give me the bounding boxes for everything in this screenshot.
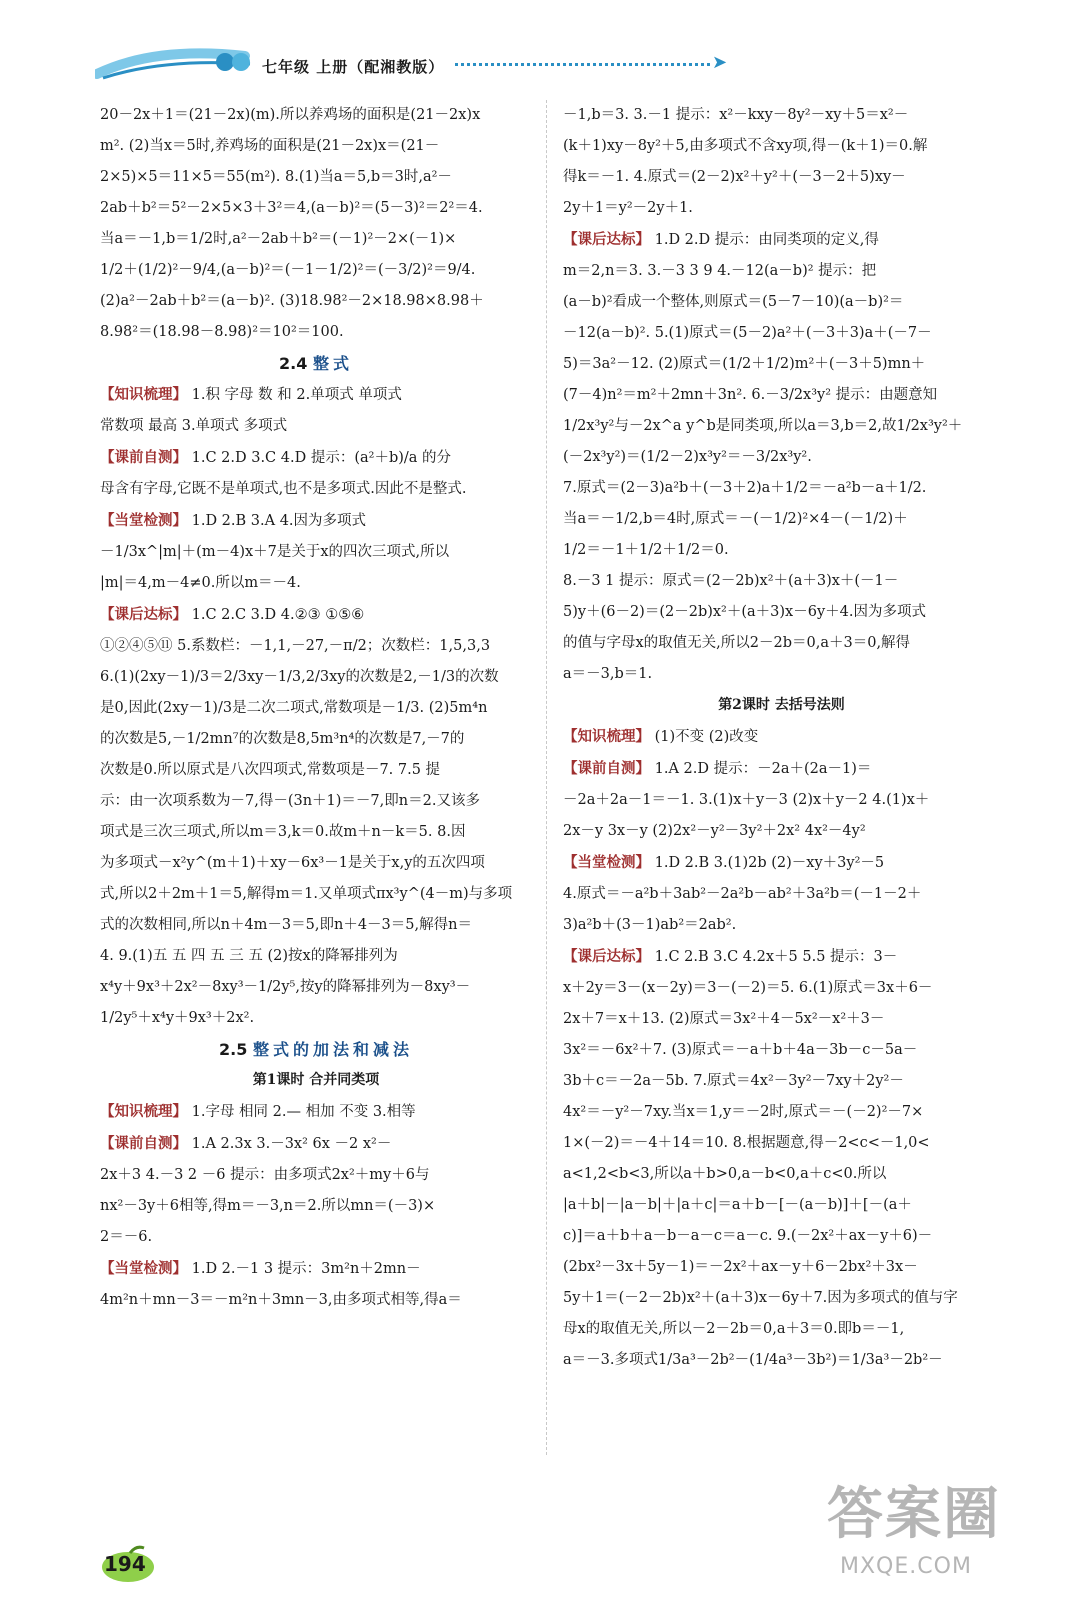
- answer-text: 3x²＝－6x²＋7. (3)原式＝－a＋b＋4a－3b－c－5a－: [563, 1042, 918, 1058]
- answer-text: 1.A 2.3x 3.－3x² 6x －2 x²－: [187, 1136, 392, 1152]
- answer-text: 2x＋3 4.－3 2 －6 提示：由多项式2x²＋my＋6与: [100, 1167, 430, 1183]
- section-tag: 【课后达标】: [563, 948, 650, 965]
- page-number: 194: [104, 1552, 146, 1576]
- answer-line: [100, 879, 532, 910]
- answer-text: 1×(－2)＝－4＋14＝10. 8.根据题意,得－2<c<－1,0<: [563, 1135, 930, 1151]
- answer-line: [100, 100, 532, 131]
- answer-line: [563, 941, 1000, 973]
- answer-line: [563, 1066, 1000, 1097]
- answer-text: 4.原式＝－a²b＋3ab²－2a²b－ab²＋3a²b＝(－1－2＋: [563, 886, 922, 902]
- answer-line: [100, 474, 532, 505]
- answer-line: [100, 599, 532, 631]
- lesson-title: 第2课时 去括号法则: [718, 697, 845, 713]
- answer-line: [563, 100, 1000, 131]
- answer-line: [100, 1222, 532, 1253]
- watermark-sub: MXQE.COM: [840, 1554, 972, 1579]
- answer-text: a＝－3,b＝1.: [563, 666, 653, 682]
- answer-text: 常数项 最高 3.单项式 多项式: [100, 418, 288, 434]
- answer-line: [563, 224, 1000, 256]
- answer-text: 1.C 2.B 3.C 4.2x＋5 5.5 提示：3－: [650, 949, 898, 965]
- answer-line: [563, 318, 1000, 349]
- answer-line: [100, 1128, 532, 1160]
- section-tag: 【知识梳理】: [563, 728, 650, 745]
- answer-line: [563, 659, 1000, 690]
- section-title: [100, 348, 532, 379]
- answer-line: [563, 628, 1000, 659]
- answer-line: [100, 442, 532, 474]
- answer-text: (2bx²－3x＋5y－1)＝－2x²＋ax－y＋6－2bx²＋3x－: [563, 1259, 918, 1275]
- answer-line: [563, 1128, 1000, 1159]
- answer-line: [563, 879, 1000, 910]
- answer-text: 4. 9.(1)五 五 四 五 三 五 (2)按x的降幂排列为: [100, 948, 398, 964]
- section-number: 2.4: [279, 354, 308, 373]
- answer-line: [100, 662, 532, 693]
- answer-line: [100, 379, 532, 411]
- section-tag: 【课后达标】: [563, 231, 650, 248]
- answer-line: [563, 349, 1000, 380]
- answer-text: 8.98²＝(18.98－8.98)²＝10²＝100.: [100, 324, 344, 340]
- answer-text: 2×5)×5＝11×5＝55(m²). 8.(1)当a＝5,b＝3时,a²－: [100, 169, 452, 185]
- answer-line: [100, 255, 532, 286]
- answer-text: 为多项式－x²y^(m＋1)＋xy－6x³－1是关于x,y的五次四项: [100, 855, 485, 871]
- answer-text: 次数是0.所以原式是八次四项式,常数项是－7. 7.5 提: [100, 762, 441, 778]
- answer-line: [563, 816, 1000, 847]
- answer-line: [100, 1096, 532, 1128]
- answer-line: [563, 785, 1000, 816]
- answer-text: 1/2＝－1＋1/2＋1/2＝0.: [563, 542, 729, 558]
- section-number: 2.5: [219, 1040, 248, 1059]
- answer-line: [100, 817, 532, 848]
- answer-text: |a＋b|－|a－b|＋|a＋c|＝a＋b－[－(a－b)]＋[－(a＋: [563, 1197, 912, 1213]
- answer-line: [100, 1285, 532, 1316]
- answer-line: [100, 941, 532, 972]
- answer-line: [563, 411, 1000, 442]
- answer-text: 4m²n＋mn－3＝－m²n＋3mn－3,由多项式相等,得a＝: [100, 1292, 462, 1308]
- answer-line: [100, 162, 532, 193]
- answer-line: [100, 786, 532, 817]
- answer-line: [563, 380, 1000, 411]
- answer-text: －2a＋2a－1＝－1. 3.(1)x＋y－3 (2)x＋y－2 4.(1)x＋: [563, 792, 930, 808]
- answer-line: [100, 537, 532, 568]
- answer-text: 8.－3 1 提示：原式＝(2－2b)x²＋(a＋3)x＋(－1－: [563, 573, 899, 589]
- answer-line: [563, 287, 1000, 318]
- answer-text: 2＝－6.: [100, 1229, 153, 1245]
- section-tag: 【当堂检测】: [563, 854, 650, 871]
- answer-line: [563, 973, 1000, 1004]
- answer-line: [100, 568, 532, 599]
- answer-text: x⁴y＋9x³＋2x²－8xy³－1/2y⁵,按y的降幂排列为－8xy³－: [100, 979, 471, 995]
- answer-text: 1.积 字母 数 和 2.单项式 单项式: [187, 387, 402, 403]
- answer-text: 1/2y⁵＋x⁴y＋9x³＋2x².: [100, 1010, 255, 1026]
- answer-text: 1/2x³y²与－2x^a y^b是同类项,所以a＝3,b＝2,故1/2x³y²＋: [563, 418, 963, 434]
- section-tag: 【课后达标】: [100, 606, 187, 623]
- answer-text: ①②④⑤⑪ 5.系数栏：－1,1,－27,－π/2；次数栏：1,5,3,3: [100, 638, 491, 654]
- answer-text: nx²－3y＋6相等,得m＝－3,n＝2.所以mn＝(－3)×: [100, 1198, 436, 1214]
- answer-text: 2y＋1＝y²－2y＋1.: [563, 200, 693, 216]
- answer-line: [563, 1252, 1000, 1283]
- answer-text: 2x＋7＝x＋13. (2)原式＝3x²＋4－5x²－x²＋3－: [563, 1011, 885, 1027]
- answer-line: [563, 162, 1000, 193]
- section-tag: 【知识梳理】: [100, 386, 187, 403]
- answer-line: [100, 317, 532, 348]
- answer-line: [100, 755, 532, 786]
- answer-text: 1.D 2.D 提示：由同类项的定义,得: [650, 232, 879, 248]
- answer-text: 4x²＝－y²－7xy.当x＝1,y＝－2时,原式＝－(－2)²－7×: [563, 1104, 924, 1120]
- answer-text: (2)a²－2ab＋b²＝(a－b)². (3)18.98²－2×18.98×8.98＋: [100, 293, 484, 309]
- answer-line: [100, 693, 532, 724]
- section-name: 整式的加法和减法: [252, 1040, 413, 1059]
- answer-line: [563, 1283, 1000, 1314]
- answer-text: (1)不变 (2)改变: [650, 729, 759, 745]
- answer-text: 1.字母 相同 2.— 相加 不变 3.相等: [187, 1104, 416, 1120]
- answer-line: [563, 1314, 1000, 1345]
- answer-line: [563, 1221, 1000, 1252]
- answer-line: [100, 193, 532, 224]
- answer-text: m². (2)当x＝5时,养鸡场的面积是(21－2x)x＝(21－: [100, 138, 440, 154]
- answer-line: [563, 256, 1000, 287]
- answer-line: [563, 753, 1000, 785]
- page-header: [0, 0, 1066, 100]
- answer-line: [100, 1253, 532, 1285]
- answer-line: [563, 721, 1000, 753]
- section-tag: 【课前自测】: [100, 449, 187, 466]
- answer-line: [100, 411, 532, 442]
- answer-line: [100, 286, 532, 317]
- answer-text: 式的次数相同,所以n＋4m－3＝5,即n＋4－3＝5,解得n＝: [100, 917, 472, 933]
- arrow-right-icon: ➤: [712, 52, 728, 73]
- left-column: [100, 100, 532, 1316]
- answer-line: [100, 724, 532, 755]
- answer-line: [563, 442, 1000, 473]
- section-tag: 【课前自测】: [100, 1135, 187, 1152]
- answer-text: 5)y＋(6－2)＝(2－2b)x²＋(a＋3)x－6y＋4.因为多项式: [563, 604, 926, 620]
- answer-text: m＝2,n＝3. 3.－3 3 9 4.－12(a－b)² 提示：把: [563, 263, 877, 279]
- section-tag: 【当堂检测】: [100, 1260, 187, 1277]
- answer-text: 的值与字母x的取值无关,所以2－2b＝0,a＋3＝0,解得: [563, 635, 911, 651]
- section-tag: 【知识梳理】: [100, 1103, 187, 1120]
- answer-text: x＋2y＝3－(x－2y)＝3－(－2)＝5. 6.(1)原式＝3x＋6－: [563, 980, 933, 996]
- answer-text: 示：由一次项系数为－7,得－(3n＋1)＝－7,即n＝2.又该多: [100, 793, 480, 809]
- answer-text: a<1,2<b<3,所以a＋b>0,a－b<0,a＋c<0.所以: [563, 1166, 887, 1182]
- answer-text: 当a＝－1/2,b＝4时,原式＝－(－1/2)²×4－(－1/2)＋: [563, 511, 908, 527]
- answer-text: 1.A 2.D 提示：－2a＋(2a－1)＝: [650, 761, 872, 777]
- answer-text: 的次数是5,－1/2mn⁷的次数是8,5m³n⁴的次数是7,－7的: [100, 731, 465, 747]
- answer-line: [563, 535, 1000, 566]
- answer-line: [100, 972, 532, 1003]
- answer-text: 2ab＋b²＝5²－2×5×3＋3²＝4,(a－b)²＝(5－3)²＝2²＝4.: [100, 200, 483, 216]
- answer-line: [563, 1159, 1000, 1190]
- answer-text: 3b＋c＝－2a－5b. 7.原式＝4x²－3y²－7xy＋2y²－: [563, 1073, 904, 1089]
- header-title: 七年级 上册（配湘教版）: [262, 58, 445, 76]
- answer-line: [563, 1097, 1000, 1128]
- answer-text: 5y＋1＝(－2－2b)x²＋(a＋3)x－6y＋7.因为多项式的值与字: [563, 1290, 958, 1306]
- answer-text: －12(a－b)². 5.(1)原式＝(5－2)a²＋(－3＋3)a＋(－7－: [563, 325, 932, 341]
- section-title: [100, 1034, 532, 1065]
- answer-line: [563, 910, 1000, 941]
- answer-line: [100, 505, 532, 537]
- answer-text: －1/3x^|m|＋(m－4)x＋7是关于x的四次三项式,所以: [100, 544, 450, 560]
- section-name: 整式: [312, 354, 353, 373]
- answer-line: [100, 910, 532, 941]
- answer-text: 1.D 2.－1 3 提示：3m²n＋2mn－: [187, 1261, 421, 1277]
- answer-text: 当a＝－1,b＝1/2时,a²－2ab＋b²＝(－1)²－2×(－1)×: [100, 231, 457, 247]
- answer-line: [100, 131, 532, 162]
- answer-text: 母x的取值无关,所以－2－2b＝0,a＋3＝0.即b＝－1,: [563, 1321, 905, 1337]
- answer-text: 7.原式＝(2－3)a²b＋(－3＋2)a＋1/2＝－a²b－a＋1/2.: [563, 480, 927, 496]
- answer-line: [563, 566, 1000, 597]
- answer-line: [100, 224, 532, 255]
- answer-line: [563, 473, 1000, 504]
- right-column: [563, 100, 1000, 1376]
- answer-text: 2x－y 3x－y (2)2x²－y²－3y²＋2x² 4x²－4y²: [563, 823, 866, 839]
- answer-line: [100, 848, 532, 879]
- answer-line: [563, 1345, 1000, 1376]
- answer-line: [100, 631, 532, 662]
- answer-text: 是0,因此(2xy－1)/3是二次二项式,常数项是－1/3. (2)5m⁴n: [100, 700, 488, 716]
- answer-line: [100, 1160, 532, 1191]
- answer-text: |m|＝4,m－4≠0.所以m＝－4.: [100, 575, 301, 591]
- watermark-logo: [822, 1462, 1032, 1592]
- watermark-main: 答案圈: [827, 1482, 1001, 1547]
- answer-text: (7－4)n²＝m²＋2mn＋3n². 6.－3/2x³y² 提示：由题意知: [563, 387, 938, 403]
- answer-line: [563, 193, 1000, 224]
- answer-text: 1.D 2.B 3.A 4.因为多项式: [187, 513, 367, 529]
- answer-line: [563, 597, 1000, 628]
- answer-text: (a－b)²看成一个整体,则原式＝(5－7－10)(a－b)²＝: [563, 294, 904, 310]
- column-divider: [546, 100, 547, 1455]
- answer-line: [100, 1003, 532, 1034]
- section-tag: 【当堂检测】: [100, 512, 187, 529]
- answer-line: [563, 1190, 1000, 1221]
- answer-text: 20－2x＋1＝(21－2x)(m).所以养鸡场的面积是(21－2x)x: [100, 107, 481, 123]
- answer-text: 5)＝3a²－12. (2)原式＝(1/2＋1/2)m²＋(－3＋5)mn＋: [563, 356, 926, 372]
- answer-text: (－2x³y²)＝(1/2－2)x³y²＝－3/2x³y².: [563, 449, 812, 465]
- answer-line: [563, 847, 1000, 879]
- answer-text: 式,所以2＋2m＋1＝5,解得m＝1.又单项式πx³y^(4－m)与多项: [100, 886, 513, 902]
- answer-line: [563, 1035, 1000, 1066]
- lesson-title: 第1课时 合并同类项: [252, 1072, 380, 1088]
- answer-text: 1.D 2.B 3.(1)2b (2)－xy＋3y²－5: [650, 855, 885, 871]
- answer-text: 3)a²b＋(3－1)ab²＝2ab².: [563, 917, 737, 933]
- section-tag: 【课前自测】: [563, 760, 650, 777]
- answer-line: [563, 1004, 1000, 1035]
- answer-text: 6.(1)(2xy－1)/3＝2/3xy－1/3,2/3xy的次数是2,－1/3的次数: [100, 669, 499, 685]
- answer-text: c)]＝a＋b＋a－b－a－c＝a－c. 9.(－2x²＋ax－y＋6)－: [563, 1228, 933, 1244]
- answer-text: 1/2＋(1/2)²－9/4,(a－b)²＝(－1－1/2)²＝(－3/2)²＝9/4.: [100, 262, 476, 278]
- header-swoosh-icon: [95, 44, 255, 82]
- answer-line: [563, 504, 1000, 535]
- answer-text: 1.C 2.D 3.C 4.D 提示：(a²＋b)/a 的分: [187, 450, 452, 466]
- answer-text: 得k＝－1. 4.原式＝(2－2)x²＋y²＋(－3－2＋5)xy－: [563, 169, 906, 185]
- answer-text: 母含有字母,它既不是单项式,也不是多项式.因此不是整式.: [100, 481, 467, 497]
- header-dotted-rule: [455, 63, 710, 66]
- answer-text: a＝－3.多项式1/3a³－2b²－(1/4a³－3b²)＝1/3a³－2b²－: [563, 1352, 943, 1368]
- answer-text: 1.C 2.C 3.D 4.②③ ①⑤⑥: [187, 607, 365, 623]
- answer-text: 项式是三次三项式,所以m＝3,k＝0.故m＋n－k＝5. 8.因: [100, 824, 466, 840]
- answer-text: －1,b＝3. 3.－1 提示：x²－kxy－8y²－xy＋5＝x²－: [563, 107, 909, 123]
- answer-line: [563, 131, 1000, 162]
- answer-line: [100, 1191, 532, 1222]
- answer-text: (k＋1)xy－8y²＋5,由多项式不含xy项,得－(k＋1)＝0.解: [563, 138, 928, 154]
